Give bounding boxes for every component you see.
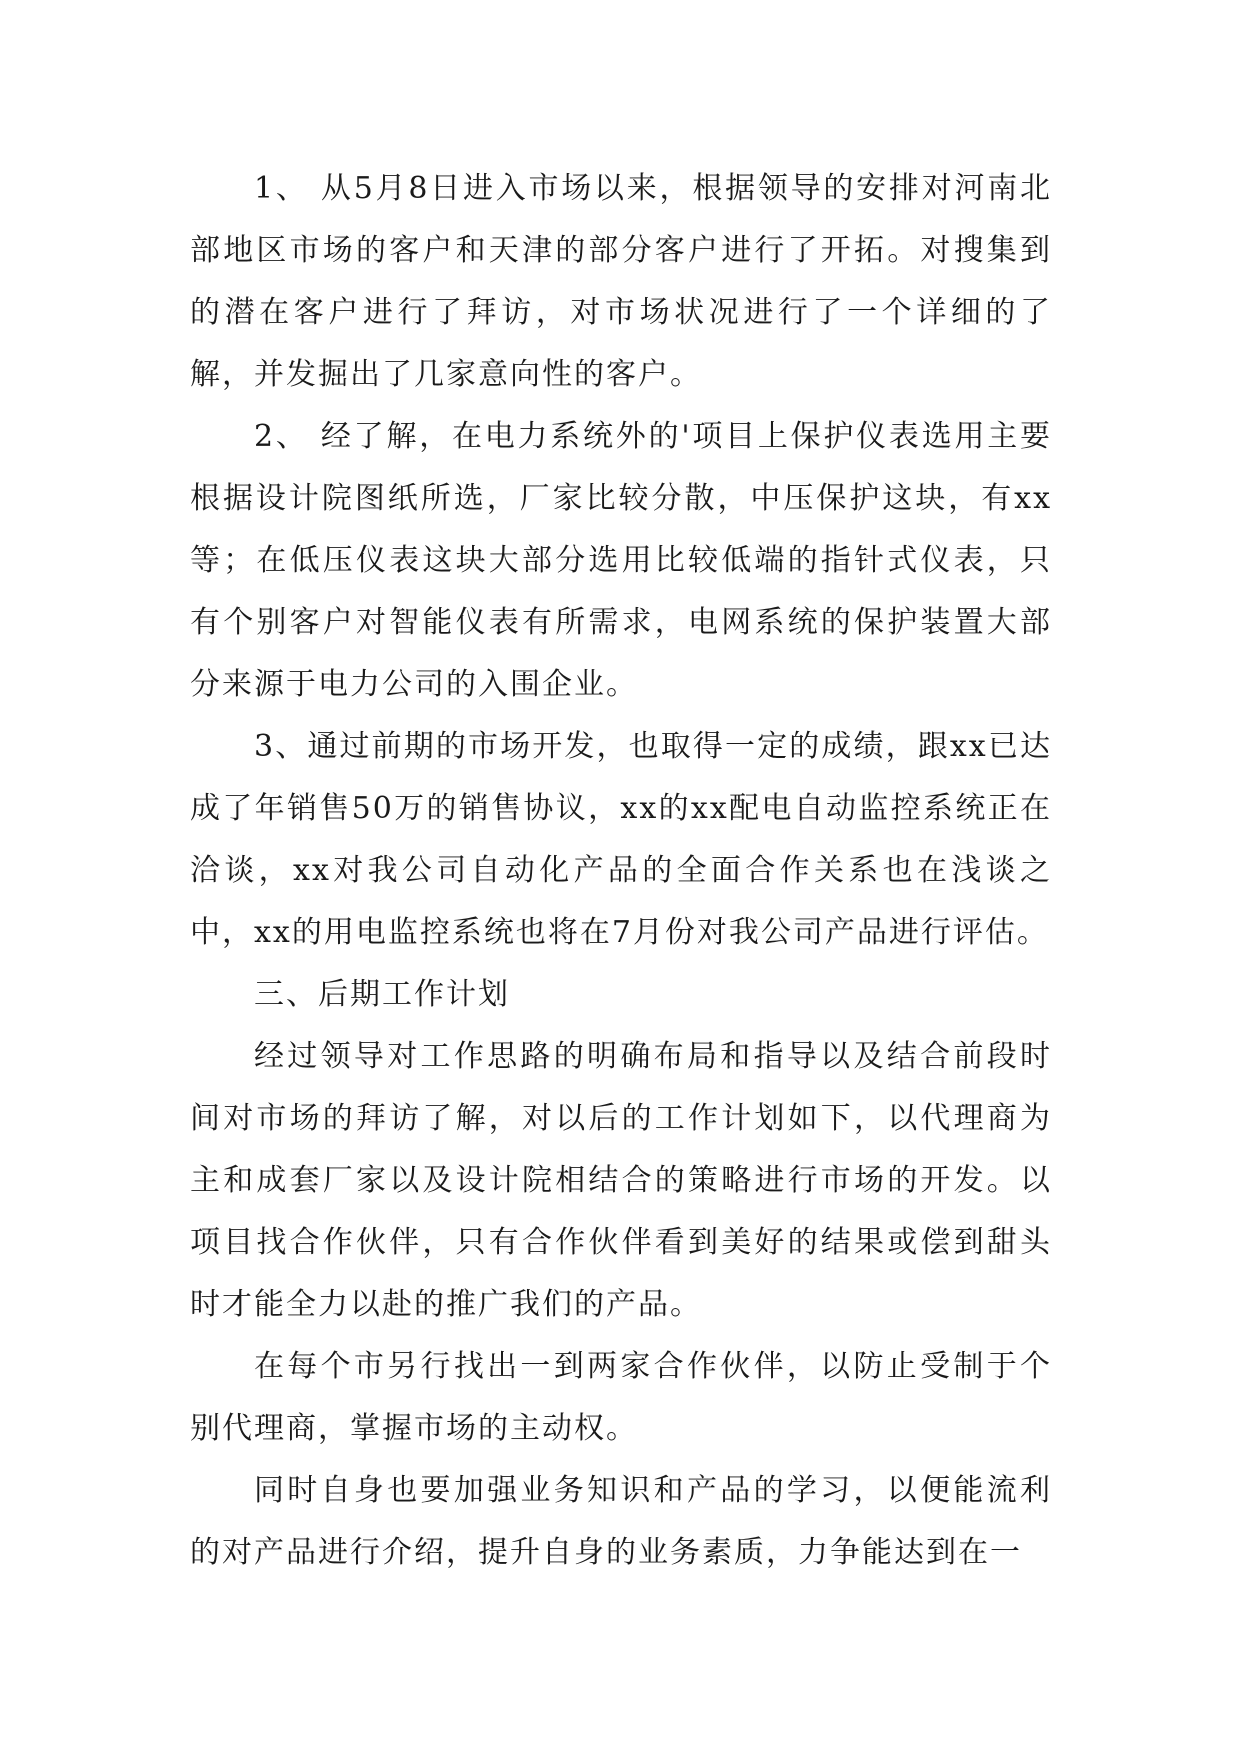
paragraph-4: 经过领导对工作思路的明确布局和指导以及结合前段时间对市场的拜访了解，对以后的工作计划如下，以代理商为主和成套厂家以及设计院相结合的策略进行市场的开发。以项目找合作伙伴，只有合作伙伴看到美好的结果或偿到甜头时才能全力以赴的推广我们的产品。 [190, 1039, 1052, 1322]
section-heading: 三、后期工作计划 [254, 977, 510, 1012]
paragraph-3: 3、通过前期的市场开发，也取得一定的成绩，跟xx已达成了年销售50万的销售协议，xx的xx配电自动监控系统正在洽谈，xx对我公司自动化产品的全面合作关系也在浅谈之中，xx的用电监控系统也将在7月份对我公司产品进行评估。 [190, 729, 1052, 950]
paragraph-2: 2、 经了解，在电力系统外的'项目上保护仪表选用主要根据设计院图纸所选，厂家比较分散，中压保护这块，有xx等；在低压仪表这块大部分选用比较低端的指针式仪表，只有个别客户对智能仪表有所需求，电网系统的保护装置大部分来源于电力公司的入围企业。 [190, 419, 1052, 702]
document-body [190, 158, 1052, 1584]
paragraph-1: 1、 从5月8日进入市场以来，根据领导的安排对河南北部地区市场的客户和天津的部分客户进行了开拓。对搜集到的潜在客户进行了拜访，对市场状况进行了一个详细的了解，并发掘出了几家意向性的客户。 [190, 171, 1052, 392]
paragraph-5: 在每个市另行找出一到两家合作伙伴，以防止受制于个别代理商，掌握市场的主动权。 [190, 1349, 1052, 1446]
paragraph-6: 同时自身也要加强业务知识和产品的学习，以便能流利的对产品进行介绍，提升自身的业务素质，力争能达到在一 [190, 1473, 1052, 1570]
